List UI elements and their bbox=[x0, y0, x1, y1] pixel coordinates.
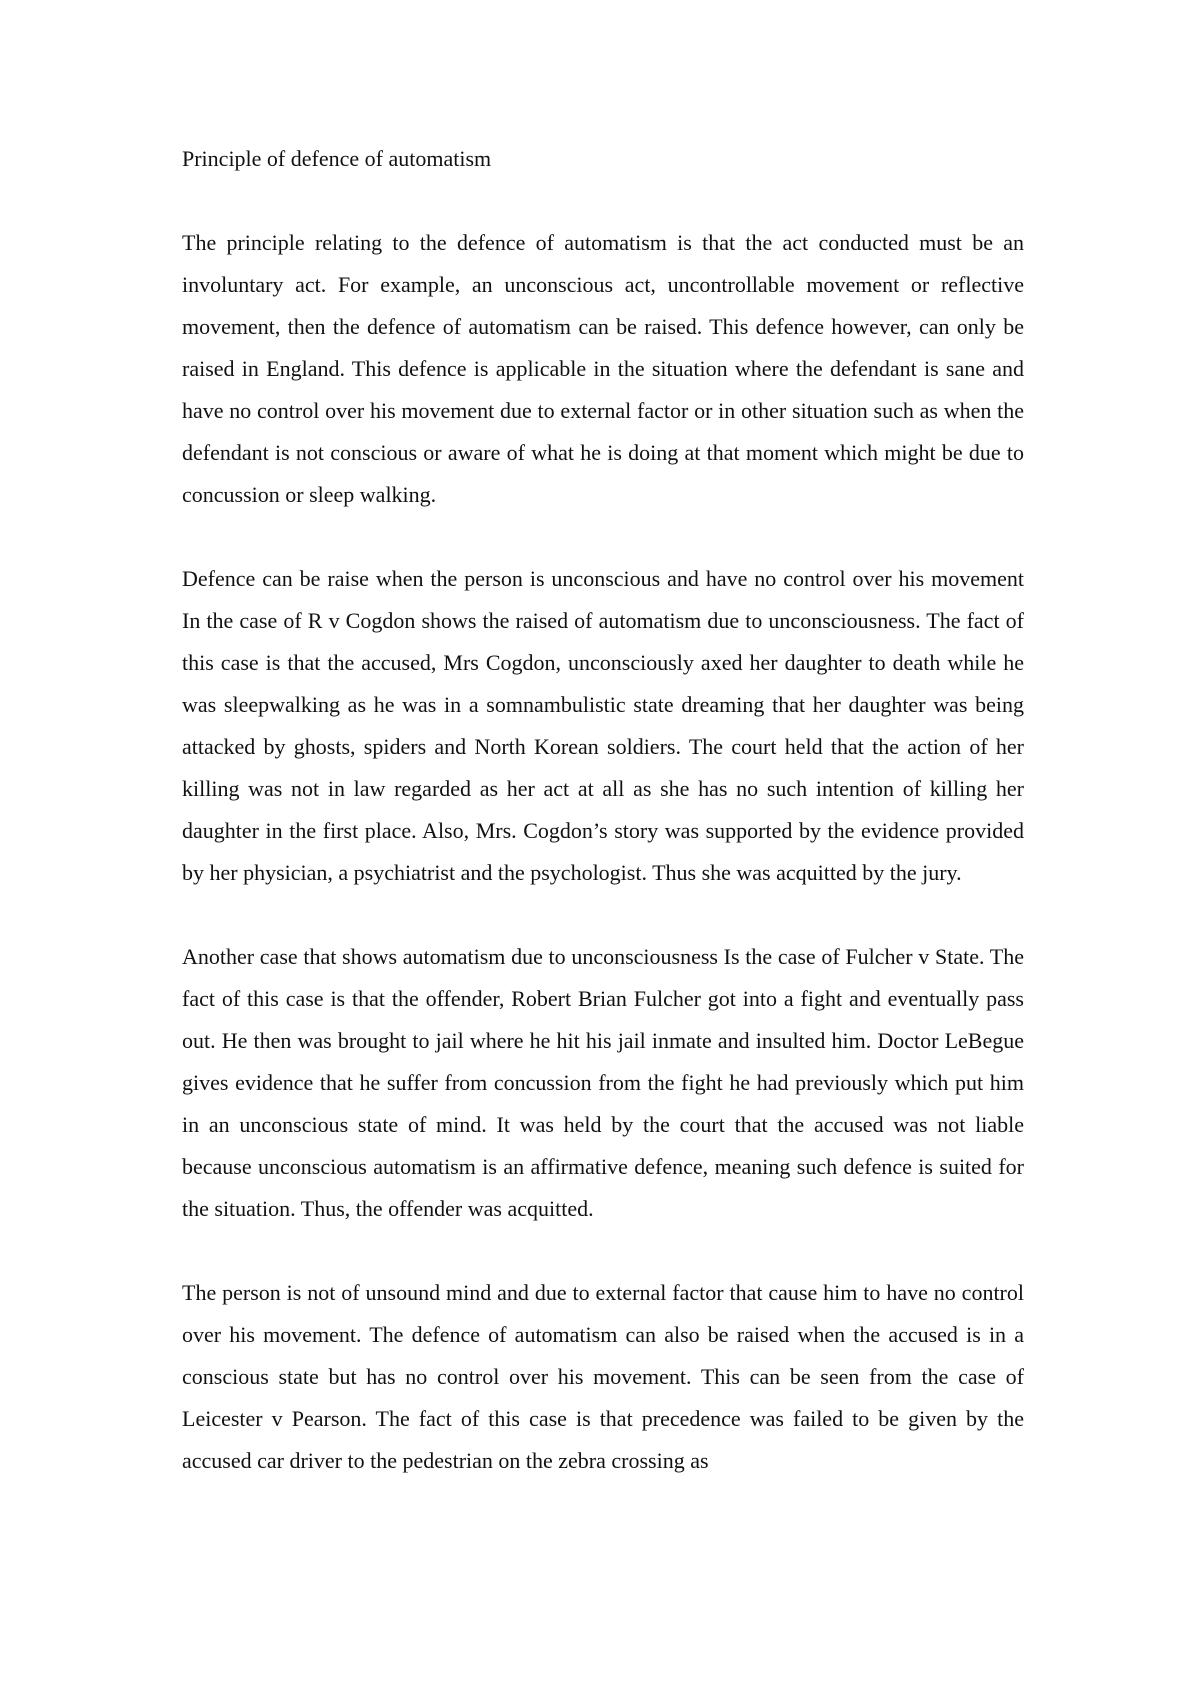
document-body bbox=[182, 138, 1024, 1482]
paragraph-leicester: The person is not of unsound mind and due to external factor that cause him to have no control over his movement. The defence of automatism can also be raised when the accused is in a conscious state but has no control over his movement. This can be seen from the case of Leicester v Pearson. The fact of this case is that precedence was failed to be given by the accused car driver to the pedestrian on the zebra crossing as bbox=[182, 1280, 1024, 1473]
paragraph-cogdon: Defence can be raise when the person is unconscious and have no control over his movement In the case of R v Cogdon shows the raised of automatism due to unconsciousness. The fact of this case is that the accused, Mrs Cogdon, unconsciously axed her daughter to death while he was sleepwalking as he was in a somnambulistic state dreaming that her daughter was being attacked by ghosts, spiders and North Korean soldiers. The court held that the action of her killing was not in law regarded as her act at all as she has no such intention of killing her daughter in the first place. Also, Mrs. Cogdon’s story was supported by the evidence provided by her physician, a psychiatrist and the psychologist. Thus she was acquitted by the jury. bbox=[182, 566, 1024, 885]
paragraph-principle: The principle relating to the defence of automatism is that the act conducted must be an involuntary act. For example, an unconscious act, uncontrollable movement or reflective movement, then the defence of automatism can be raised. This defence however, can only be raised in England. This defence is applicable in the situation where the defendant is sane and have no control over his movement due to external factor or in other situation such as when the defendant is not conscious or aware of what he is doing at that moment which might be due to concussion or sleep walking. bbox=[182, 230, 1024, 507]
paragraph-fulcher: Another case that shows automatism due to unconsciousness Is the case of Fulcher v State. The fact of this case is that the offender, Robert Brian Fulcher got into a fight and eventually pass out. He then was brought to jail where he hit his jail inmate and insulted him. Doctor LeBegue gives evidence that he suffer from concussion from the fight he had previously which put him in an unconscious state of mind. It was held by the court that the accused was not liable because unconscious automatism is an affirmative defence, meaning such defence is suited for the situation. Thus, the offender was acquitted. bbox=[182, 944, 1024, 1221]
document-title: Principle of defence of automatism bbox=[182, 146, 492, 171]
